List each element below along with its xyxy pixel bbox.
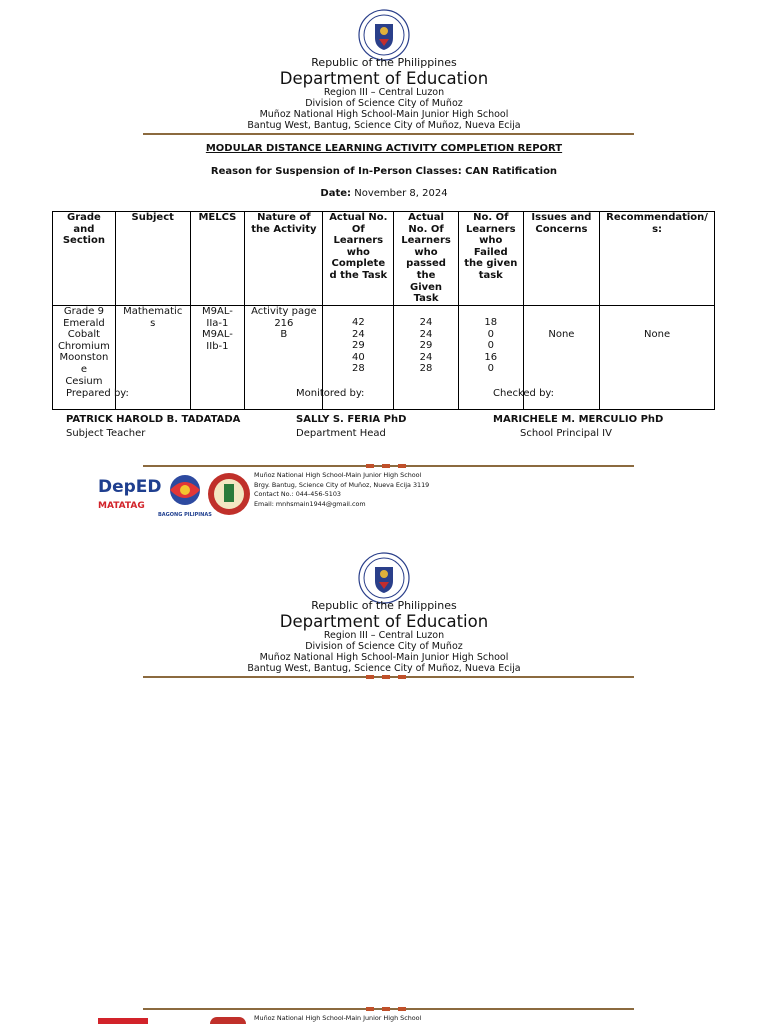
address-label: Bantug West, Bantug, Science City of Muñoz, Nueva Ecija — [247, 663, 521, 674]
header-text: who — [346, 246, 370, 258]
header-failed — [458, 212, 523, 306]
cell-text: 40 — [351, 351, 365, 363]
header-text: Complete — [331, 258, 386, 270]
cell-text: 28 — [351, 363, 365, 375]
deped-logo — [98, 477, 162, 497]
republic-label: Republic of the Philippines — [311, 56, 457, 69]
cell-text: Grade 9 — [63, 306, 104, 317]
header-text: Subject — [131, 212, 174, 223]
cell-text: M9AL- — [201, 329, 233, 341]
date-label: Date: — [320, 188, 352, 199]
header-text: Nature of — [257, 212, 311, 223]
header-text: Learners — [401, 235, 451, 247]
school-seal-icon — [207, 472, 251, 516]
header-text: Issues and — [531, 212, 592, 223]
monitored-role: Department Head — [296, 428, 386, 439]
checked-name: MARICHELE M. MERCULIO PhD — [493, 414, 664, 425]
cell-recommendation — [600, 306, 715, 410]
footer-address: Brgy. Bantug, Science City of Muñoz, Nueva Ecija 3119 — [254, 481, 430, 489]
cell-text: None — [644, 329, 671, 340]
cell-text: 0 — [487, 328, 494, 340]
footer-school: Muñoz National High School-Main Junior High School — [254, 471, 422, 479]
header-text: d the Task — [329, 269, 388, 281]
deped-logo-text: DepED — [98, 477, 162, 497]
cell-passed — [394, 306, 459, 410]
header-text: the Activity — [251, 223, 317, 235]
header-text: s: — [652, 223, 663, 235]
bagong-pilipinas-logo-icon — [163, 472, 207, 512]
table-row — [53, 306, 715, 410]
completion-table — [52, 211, 715, 410]
deped-seal-icon — [358, 9, 410, 61]
report-reason: Reason for Suspension of In-Person Classes: CAN Ratification — [210, 166, 558, 177]
deped-logo-partial — [98, 1018, 148, 1024]
header-recommendation — [600, 212, 715, 306]
cell-text: s — [150, 317, 156, 329]
header-text: the — [416, 269, 436, 281]
cell-text: 0 — [487, 340, 494, 352]
header-text: No. Of — [408, 223, 444, 235]
header-text: Recommendation/ — [606, 212, 708, 223]
report-title: MODULAR DISTANCE LEARNING ACTIVITY COMPLETION REPORT — [205, 143, 563, 154]
department-title: Department of Education — [279, 612, 489, 631]
header-nature-activity — [245, 212, 323, 306]
region-label: Region III – Central Luzon — [323, 630, 445, 641]
republic-label: Republic of the Philippines — [311, 599, 457, 612]
cell-text: M9AL- — [201, 306, 233, 317]
cell-text: 29 — [419, 340, 433, 352]
cell-text: IIa-1 — [206, 317, 229, 329]
cell-text: Activity page — [251, 306, 317, 317]
monitored-name: SALLY S. FERIA PhD — [296, 414, 407, 425]
checked-role: School Principal IV — [520, 428, 612, 439]
cell-text: Cobalt — [67, 329, 101, 341]
cell-text: 24 — [351, 328, 365, 340]
prepared-role: Subject Teacher — [66, 428, 146, 439]
date-value: November 8, 2024 — [354, 188, 448, 199]
divider-dots-icon — [366, 1007, 406, 1011]
header-passed — [394, 212, 459, 306]
header-text: Concerns — [535, 223, 588, 235]
cell-text: 24 — [419, 328, 433, 340]
cell-text: 0 — [487, 363, 494, 375]
cell-text: Cesium — [65, 375, 103, 387]
cell-text: 28 — [419, 363, 433, 375]
cell-text: 29 — [351, 340, 365, 352]
school-seal-partial-icon — [210, 1017, 246, 1024]
header-issues — [523, 212, 600, 306]
header-text: Grade — [67, 212, 101, 223]
prepared-name: PATRICK HAROLD B. TADATADA — [66, 414, 241, 425]
header-text: Section — [62, 235, 105, 247]
header-text: who — [414, 246, 438, 258]
header-text: Task — [413, 293, 439, 305]
header-grade-section — [53, 212, 116, 306]
header-text: Of — [351, 223, 365, 235]
monitored-label: Monitored by: — [296, 388, 365, 399]
header-text: task — [478, 269, 503, 281]
department-title: Department of Education — [279, 69, 489, 88]
header-text: Learners — [465, 223, 516, 235]
school-label: Muñoz National High School-Main Junior High School — [259, 109, 509, 120]
address-label: Bantug West, Bantug, Science City of Muñoz, Nueva Ecija — [247, 120, 521, 131]
cell-text: Emerald — [63, 317, 105, 329]
header-text: Actual — [408, 212, 444, 223]
cell-text: 18 — [484, 317, 498, 328]
header-divider — [143, 133, 634, 135]
checked-label: Checked by: — [493, 388, 554, 399]
report-date — [0, 188, 768, 199]
division-label: Division of Science City of Muñoz — [305, 98, 463, 109]
header-text: who — [479, 235, 503, 247]
division-label: Division of Science City of Muñoz — [305, 641, 463, 652]
divider-dots-icon — [366, 675, 406, 679]
bagong-pilipinas-text: BAGONG PILIPINAS — [158, 512, 212, 518]
cell-text: B — [280, 329, 288, 341]
header-text: Failed — [473, 246, 508, 258]
cell-text: IIb-1 — [206, 340, 229, 352]
header-text: the given — [464, 258, 518, 270]
header-text: MELCS — [198, 212, 237, 223]
divider-dots-icon — [366, 464, 406, 468]
table-header-row — [53, 212, 715, 306]
deped-seal-icon — [358, 552, 410, 604]
cell-text: None — [548, 329, 575, 340]
cell-text: e — [80, 363, 87, 375]
header-completed — [323, 212, 394, 306]
cell-text: 216 — [274, 317, 294, 329]
matatag-logo-text: MATATAG — [98, 501, 145, 511]
school-label: Muñoz National High School-Main Junior High School — [259, 652, 509, 663]
prepared-label: Prepared by: — [66, 388, 129, 399]
header-text: Given — [410, 281, 443, 293]
header-text: passed — [406, 258, 446, 270]
cell-text: Chromium — [57, 340, 110, 352]
footer-school: Muñoz National High School-Main Junior High School — [254, 1014, 422, 1022]
region-label: Region III – Central Luzon — [323, 87, 445, 98]
cell-text: Mathematic — [123, 306, 183, 317]
header-melcs — [190, 212, 245, 306]
footer-email: Email: mnhsmain1944@gmail.com — [254, 500, 366, 508]
header-subject — [115, 212, 190, 306]
cell-text: 24 — [419, 317, 433, 328]
cell-text: 42 — [351, 317, 365, 328]
cell-text: 24 — [419, 351, 433, 363]
cell-melcs — [190, 306, 245, 410]
header-text: Learners — [333, 235, 384, 247]
header-text: No. Of — [473, 212, 509, 223]
header-text: and — [73, 223, 95, 235]
header-text: Actual No. — [329, 212, 388, 223]
cell-text: Moonston — [59, 352, 109, 364]
cell-text: 16 — [484, 351, 498, 363]
footer-contact: Contact No.: 044-456-5103 — [254, 490, 341, 498]
